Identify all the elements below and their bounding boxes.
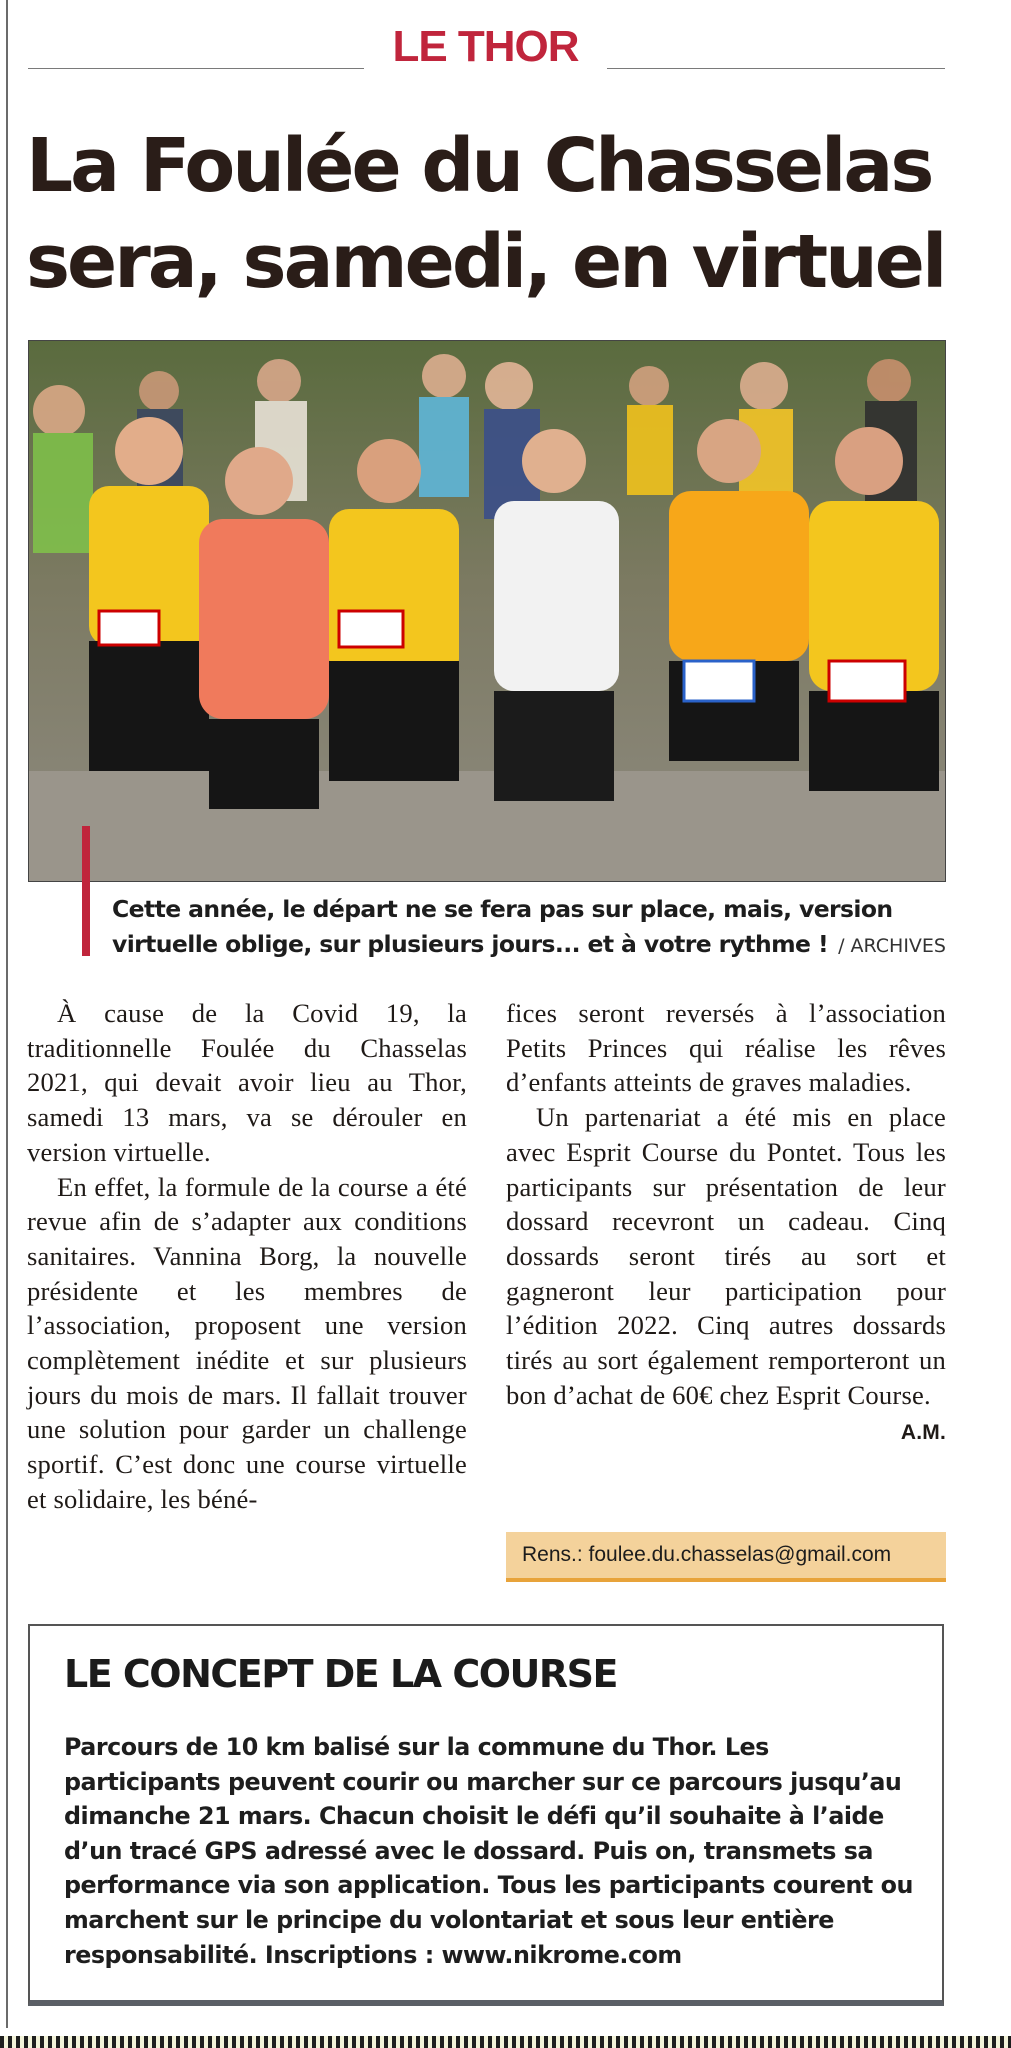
paragraph: En effet, la formule de la course a été revue afin de s’adapter aux conditions sanitaires. Vannina Borg, la nouvelle présidente et les membres de l’association, proposent une version complètement inédite et sur plusieurs jours du mois de mars. Il fallait trouver une solution pour garder un challenge sportif. C’est donc une course virtuelle et solidaire, les béné- xyxy=(27,1171,467,1514)
rubric-rule-left xyxy=(28,68,364,69)
caption-text: Cette année, le départ ne se fera pas sur place, mais, version virtuelle oblige, sur plusieurs jours... et à votre rythme ! xyxy=(112,895,893,958)
runners-photo-icon xyxy=(29,341,945,881)
article-headline: La Foulée du Chasselas sera, samedi, en virtuel xyxy=(26,123,945,305)
rubric-rule-right xyxy=(607,68,945,69)
photo-caption xyxy=(112,892,952,964)
paragraph: À cause de la Covid 19, la traditionnelle Foulée du Chasselas 2021, qui devait avoir lieu au Thor, samedi 13 mars, va se dérouler en version virtuelle. xyxy=(27,998,467,1167)
section-rubric: LE THOR xyxy=(392,22,579,71)
page-left-rule xyxy=(6,0,8,2028)
concept-box xyxy=(28,1624,944,2006)
caption-accent-bar xyxy=(82,826,90,956)
info-contact-band: Rens.: foulee.du.chasselas@gmail.com xyxy=(506,1532,946,1582)
concept-box-text: Parcours de 10 km balisé sur la commune du Thor. Les participants peuvent courir ou marcher sur ce parcours jusqu’au dimanche 21 mars. Chacun choisit le défi qu’il souhaite à l’aide d’un tracé GPS adressé avec le dossard. Puis on, transmets sa performance via son application. Tous les participants courent ou marchent sur le principe du volontariat et sous leur entière responsabilité. Inscriptions : www.nikrome.com xyxy=(64,1733,913,1969)
page-bottom-strip xyxy=(0,2036,1011,2048)
article-photo xyxy=(28,340,946,882)
photo-credit: / ARCHIVES xyxy=(838,935,946,957)
paragraph: fices seront reversés à l’association Petits Princes qui réalise les rêves d’enfants atteints de graves maladies. xyxy=(506,998,946,1098)
article-column-2 xyxy=(506,996,946,1451)
concept-box-title: LE CONCEPT DE LA COURSE xyxy=(64,1652,617,1696)
paragraph: Un partenariat a été mis en place avec Esprit Course du Pontet. Tous les participants sur présentation de leur dossard recevront un cadeau. Cinq dossards seront tirés au sort et gagneront leur participation pour l’édition 2022. Cinq autres dossards tirés au sort également remporteront un bon d’achat de 60€ chez Esprit Course. xyxy=(506,1102,946,1410)
author-signature: A.M. xyxy=(900,1421,946,1445)
article-column-1 xyxy=(27,996,467,1517)
